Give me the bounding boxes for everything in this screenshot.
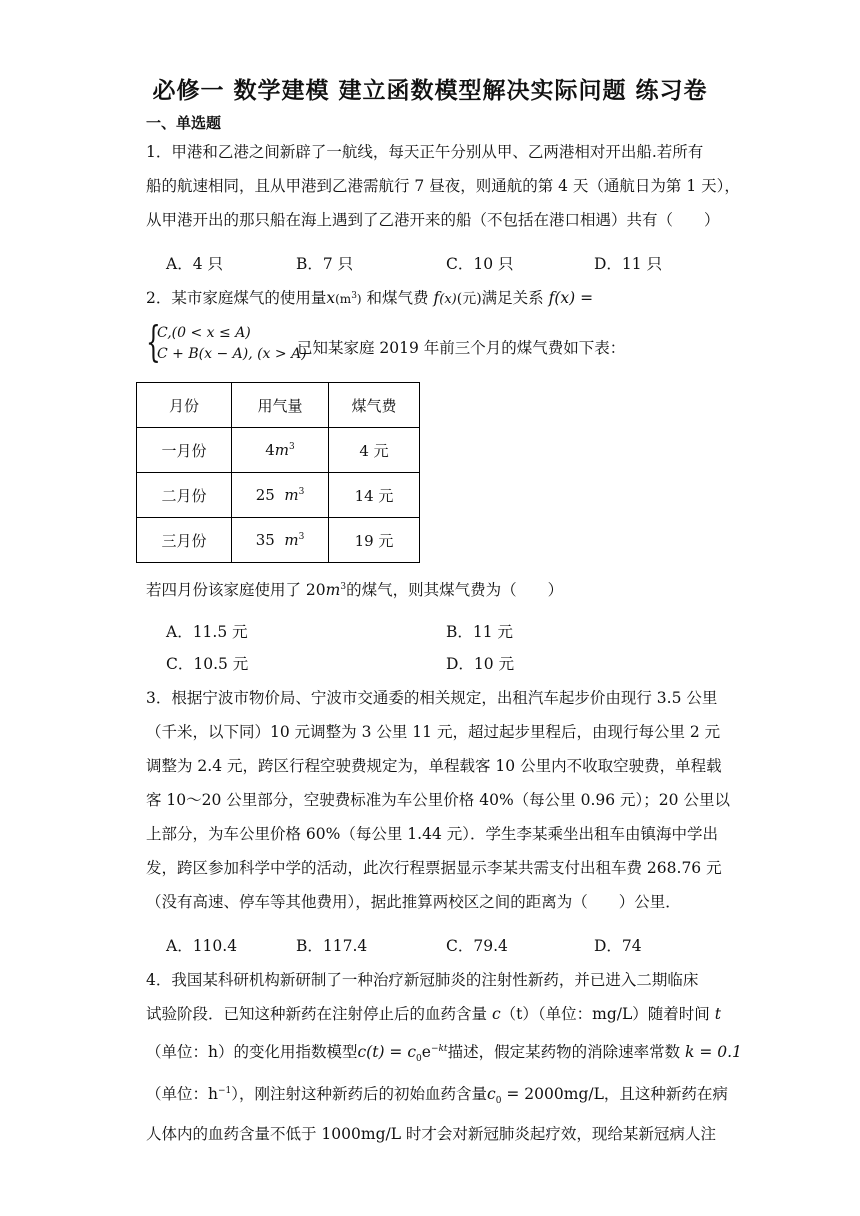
- q4-unit-h-exp: −1: [218, 1085, 232, 1096]
- q4-k-eq: k = 0.1: [685, 1043, 742, 1061]
- q4-line-2a: 试验阶段．已知这种新药在注射停止后的血药含量: [146, 1005, 488, 1023]
- q4-model: c(t) = c: [357, 1043, 417, 1061]
- q3-option-d[interactable]: D．74: [594, 937, 642, 955]
- cell-month: 二月份: [137, 473, 232, 518]
- page-title: 必修一 数学建模 建立函数模型解决实际问题 练习卷: [152, 78, 708, 104]
- q4-model-sub: 0: [416, 1054, 422, 1065]
- q1-option-a[interactable]: A．4 只: [166, 255, 223, 273]
- table-row: [137, 518, 420, 563]
- table-row: [137, 428, 420, 473]
- q2-fx: f: [433, 289, 440, 307]
- q2-case-1: C,(0 < x ≤ A): [157, 325, 251, 341]
- cell-fee: 19 元: [329, 518, 420, 563]
- table-header-row: [137, 383, 420, 428]
- header-fee: 煤气费: [329, 383, 420, 428]
- section-heading: 一、单选题: [146, 114, 222, 132]
- q2-option-c[interactable]: C．10.5 元: [166, 655, 249, 673]
- cell-usage: [232, 518, 329, 563]
- q4-model-exp: −kt: [430, 1043, 448, 1054]
- table-row: [137, 473, 420, 518]
- q3-line-5: 上部分，为车公里价格 60%（每公里 1.44 元）．学生李某乘坐出租车由镇海中学出: [146, 825, 718, 843]
- header-usage: 用气量: [232, 383, 329, 428]
- q1-line-1: 1．甲港和乙港之间新辟了一航线，每天正午分别从甲、乙两港相对开出船.若所有: [146, 143, 704, 161]
- q3-option-b[interactable]: B．117.4: [296, 937, 368, 955]
- q3-line-6: 发，跨区参加科学中学的活动，此次行程票据显示李某共需支付出租车费 268.76 元: [146, 859, 722, 877]
- cell-usage: [232, 473, 329, 518]
- q4-c-var: c: [491, 1005, 501, 1023]
- q2-question-unit-exp: 3: [340, 581, 347, 592]
- q4-line-2: [146, 1002, 721, 1024]
- usage-unit-exp: 3: [289, 442, 295, 452]
- usage-unit: m: [284, 486, 299, 504]
- q4-line-3a: （单位：h）的变化用指数模型: [146, 1043, 358, 1061]
- q4-line-1: 4．我国某科研机构新研制了一种治疗新冠肺炎的注射性新药，并已进入二期临床: [146, 971, 699, 989]
- q1-option-b[interactable]: B．7 只: [296, 255, 354, 273]
- q2-intro-a: 2．某市家庭煤气的使用量: [146, 289, 327, 307]
- q3-line-3: 调整为 2.4 元，跨区行程空驶费规定为，单程载客 10 公里内不收取空驶费，单程载: [146, 757, 722, 775]
- cell-fee: 4 元: [329, 428, 420, 473]
- q4-line-4b: ），刚注射这种新药后的初始血药含量: [231, 1085, 488, 1103]
- q4-line-4c: ，且这种新药在病: [603, 1085, 728, 1103]
- q2-unit-m3-close: ): [356, 292, 362, 306]
- usage-unit: m: [284, 531, 299, 549]
- q4-line-4: [146, 1082, 728, 1107]
- q3-line-4: 客 10～20 公里部分，空驶费标准为车公里价格 40%（每公里 0.96 元）；20 公里以: [146, 791, 730, 809]
- q2-intro-c: 满足关系: [481, 289, 544, 307]
- q2-intro-b: 和煤气费: [366, 289, 429, 307]
- q4-line-4a: （单位：: [146, 1085, 209, 1103]
- usage-value: 4: [265, 441, 275, 459]
- q4-c0-val: = 2000mg/L: [501, 1085, 604, 1103]
- cell-usage: [232, 428, 329, 473]
- q2-unit-m3: [335, 292, 361, 306]
- q4-unit-h: h: [208, 1085, 218, 1103]
- q1-line-3: 从甲港开出的那只船在海上遇到了乙港开来的船（不包括在港口相遇）共有（ ）: [146, 211, 720, 229]
- q2-option-b[interactable]: B．11 元: [446, 623, 514, 641]
- usage-unit: m: [274, 441, 290, 459]
- q2-question-a: 若四月份该家庭使用了 20: [146, 581, 326, 599]
- usage-value: 35: [255, 531, 275, 549]
- cell-fee: 14 元: [329, 473, 420, 518]
- usage-unit-exp: 3: [298, 487, 305, 497]
- q4-t-var: t: [714, 1005, 721, 1023]
- q3-option-a[interactable]: A．110.4: [166, 937, 238, 955]
- q2-question: [146, 578, 563, 600]
- usage-value: 25: [255, 486, 275, 504]
- q1-line-2: 船的航速相同，且从甲港到乙港需航行 7 昼夜，则通航的第 4 天（通航日为第 1 天），: [146, 177, 740, 195]
- cell-month: 一月份: [137, 428, 232, 473]
- q2-yuan: (元): [456, 291, 482, 307]
- q4-line-5: 人体内的血药含量不低于 1000mg/L 时才会对新冠肺炎起疗效，现给某新冠病人注: [146, 1125, 716, 1143]
- q3-line-7: （没有高速、停车等其他费用），据此推算两校区之间的距离为（ ）公里．: [146, 893, 681, 911]
- q1-option-d[interactable]: D．11 只: [594, 255, 663, 273]
- q1-option-c[interactable]: C．10 只: [446, 255, 514, 273]
- q2-fx-eq: f(x) =: [548, 289, 594, 307]
- q4-model-e: e: [421, 1043, 431, 1061]
- q4-c0: c: [487, 1085, 496, 1103]
- q2-unit-exp: 3: [351, 291, 357, 301]
- q3-line-2: （千米，以下同）10 元调整为 3 公里 11 元，超过起步里程后，由现行每公里 2 元: [146, 723, 721, 741]
- q2-after-cases: 已知某家庭 2019 年前三个月的煤气费如下表：: [297, 339, 626, 357]
- q2-gas-table: [136, 382, 420, 563]
- q4-c0-sub: 0: [495, 1096, 502, 1107]
- q4-line-3b: 描述，假定某药物的消除速率常数: [447, 1043, 681, 1061]
- q3-line-1: 3．根据宁波市物价局、宁波市交通委的相关规定，出租汽车起步价由现行 3.5 公里: [146, 689, 718, 707]
- q3-option-c[interactable]: C．79.4: [446, 937, 508, 955]
- q2-option-a[interactable]: A．11.5 元: [166, 623, 248, 641]
- q2-var-x: x: [326, 289, 336, 307]
- q2-fx-arg: (x): [439, 292, 457, 307]
- q2-question-b: 的煤气，则其煤气费为（ ）: [346, 581, 564, 599]
- q2-option-d[interactable]: D．10 元: [446, 655, 515, 673]
- q2-case-2: C + B(x − A), (x > A): [157, 346, 307, 362]
- header-month: 月份: [137, 383, 232, 428]
- usage-unit-exp: 3: [298, 532, 305, 542]
- q4-line-2b: （t）（单位：mg/L）随着时间: [500, 1005, 710, 1023]
- brace-icon: {: [146, 317, 161, 366]
- q2-question-unit: m: [325, 581, 341, 599]
- cell-month: 三月份: [137, 518, 232, 563]
- q2-intro: [146, 286, 593, 308]
- q4-line-3: [146, 1040, 742, 1065]
- q2-unit-m3-open: (m: [335, 292, 352, 306]
- q2-piecewise: [146, 317, 307, 367]
